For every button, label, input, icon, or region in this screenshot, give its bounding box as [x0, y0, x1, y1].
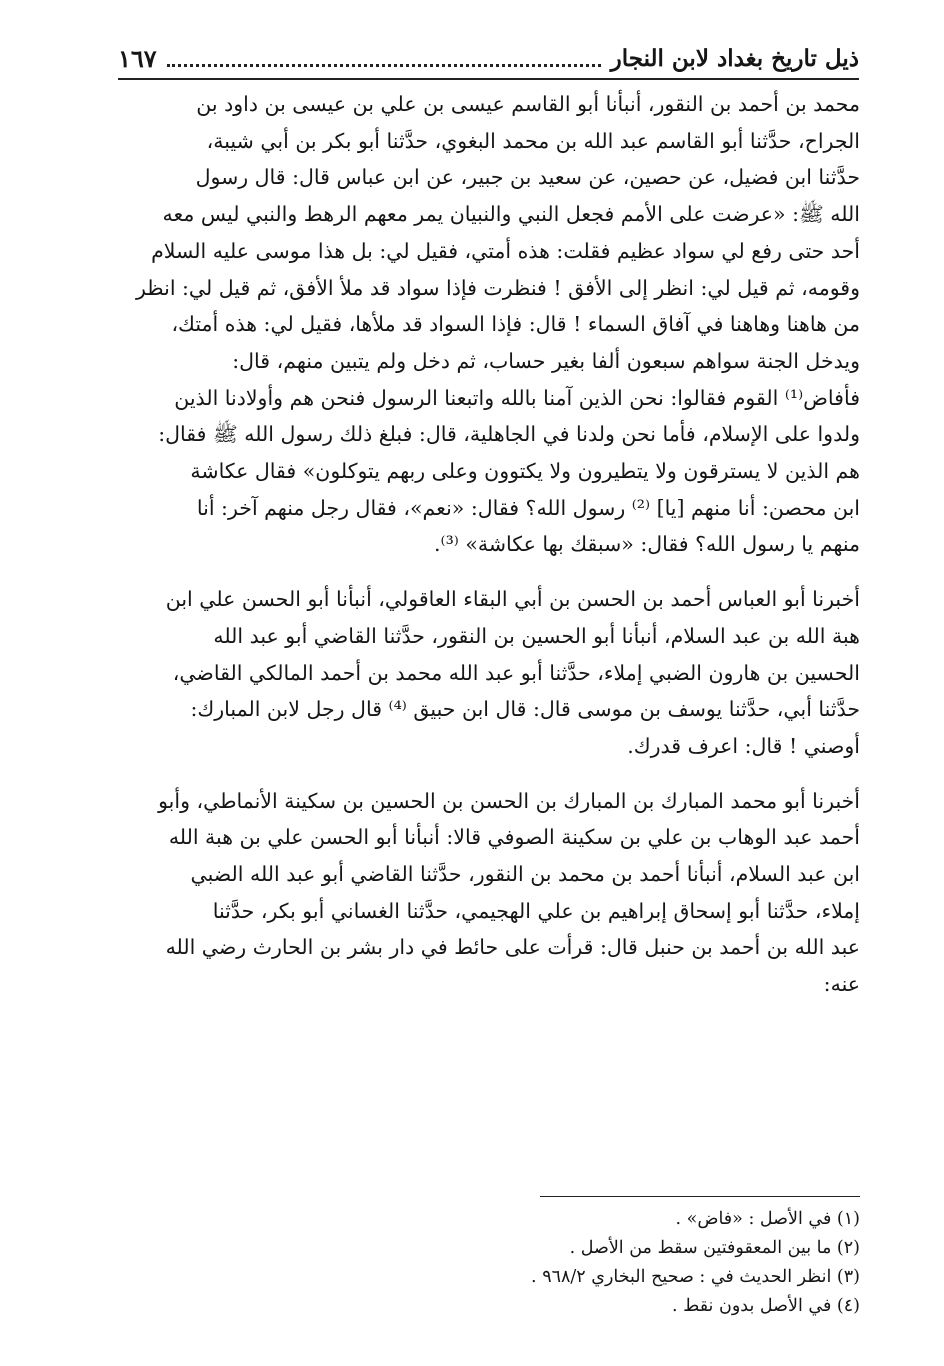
book-title: ذيل تاريخ بغداد لابن النجار: [610, 44, 859, 72]
text-line: محمد بن أحمد بن النقور، أنبأنا أبو القاسم عيسى بن علي بن عيسى بن داود بن: [196, 92, 860, 116]
footnote-3: (٣) انظر الحديث في : صحيح البخاري ٩٦٨/٢ .: [531, 1267, 860, 1287]
page-number: ١٦٧: [118, 43, 157, 73]
text-line: أحمد عبد الوهاب بن علي بن سكينة الصوفي قالا: أنبأنا أبو الحسن علي بن هبة الله: [168, 825, 860, 850]
text-line: أخبرنا أبو العباس أحمد بن الحسن بن أبي البقاء العاقولي، أنبأنا أبو الحسن علي ابن: [165, 587, 860, 612]
body-text: [114, 86, 860, 1003]
text-line: إملاء، حدَّثنا أبو إسحاق إبراهيم بن علي الهجيمي، حدَّثنا الغساني أبو بكر، حدَّثنا: [212, 898, 860, 923]
text-line: هم الذين لا يسترقون ولا يتطيرون ولا يكتوون وعلى ربهم يتوكلون» فقال عكاشة: [190, 459, 860, 484]
text-line: ولدوا على الإسلام، فأما نحن ولدنا في الجاهلية، قال: فبلغ ذلك رسول الله ﷺ فقال:: [158, 422, 860, 447]
text-line: ابن عبد السلام، أنبأنا أحمد بن محمد بن النقور، حدَّثنا القاضي أبو عبد الله الضبي: [190, 862, 860, 887]
text-line: الله ﷺ: «عرضت على الأمم فجعل النبي والنبيان يمر معهم الرهط والنبي ليس معه: [162, 202, 860, 227]
text-line: حدَّثنا أبي، حدَّثنا يوسف بن موسى قال: قال ابن حبيق ⁽⁴⁾ قال رجل لابن المبارك:: [190, 697, 860, 722]
text-line: أوصني ! قال: اعرف قدرك.: [627, 733, 860, 758]
text-line: أحد حتى رفع لي سواد عظيم فقلت: هذه أمتي، فقيل لي: بل هذا موسى عليه السلام: [151, 238, 860, 263]
text-line: أخبرنا أبو محمد المبارك بن المبارك بن الحسن بن الحسين بن سكينة الأنماطي، وأبو: [158, 788, 860, 813]
text-line: منهم يا رسول الله؟ فقال: «سبقك بها عكاشة» ⁽³⁾.: [434, 532, 860, 557]
footnote-1: (١) في الأصل : «فاض» .: [675, 1209, 860, 1229]
text-line: عنه:: [823, 972, 860, 997]
footnote-2: (٢) ما بين المعقوفتين سقط من الأصل .: [569, 1238, 860, 1258]
paragraph-3: [114, 783, 860, 1003]
dotted-leader: [167, 50, 601, 67]
paragraph-1: [114, 86, 860, 563]
text-line: عبد الله بن أحمد بن حنبل قال: قرأت على حائط في دار بشر بن الحارث رضي الله: [165, 935, 860, 960]
paragraph-2: [114, 581, 860, 765]
footnote-4: (٤) في الأصل بدون نقط .: [671, 1296, 860, 1316]
footnote-separator: [540, 1196, 860, 1197]
text-line: ويدخل الجنة سواهم سبعون ألفا بغير حساب، ثم دخل ولم يتبين منهم، قال:: [232, 348, 860, 373]
text-line: الجراح، حدَّثنا أبو القاسم عبد الله بن محمد البغوي، حدَّثنا أبو بكر بن أبي شيبة،: [206, 128, 860, 153]
text-line: فأفاض⁽¹⁾ القوم فقالوا: نحن الذين آمنا بالله واتبعنا الرسول فنحن هم وأولادنا الذين: [174, 385, 860, 410]
text-line: ابن محصن: أنا منهم [يا] ⁽²⁾ رسول الله؟ فقال: «نعم»، فقال رجل منهم آخر: أنا: [196, 495, 860, 520]
text-line: وقومه، ثم قيل لي: انظر إلى الأفق ! فنظرت فإذا سواد قد ملأ الأفق، ثم قيل لي: انظر: [135, 275, 860, 300]
text-line: من هاهنا وهاهنا في آفاق السماء ! قال: فإذا السواد قد ملأها، فقيل لي: هذه أمتك،: [171, 312, 860, 337]
text-line: الحسين بن هارون الضبي إملاء، حدَّثنا أبو عبد الله محمد بن أحمد المالكي القاضي،: [172, 660, 860, 685]
footnotes: [114, 1196, 860, 1321]
text-line: هبة الله بن عبد السلام، أنبأنا أبو الحسين بن النقور، حدَّثنا القاضي أبو عبد الله: [213, 623, 860, 648]
running-header: [118, 38, 859, 80]
text-line: حدَّثنا ابن فضيل، عن حصين، عن سعيد بن جبير، عن ابن عباس قال: قال رسول: [195, 165, 860, 190]
